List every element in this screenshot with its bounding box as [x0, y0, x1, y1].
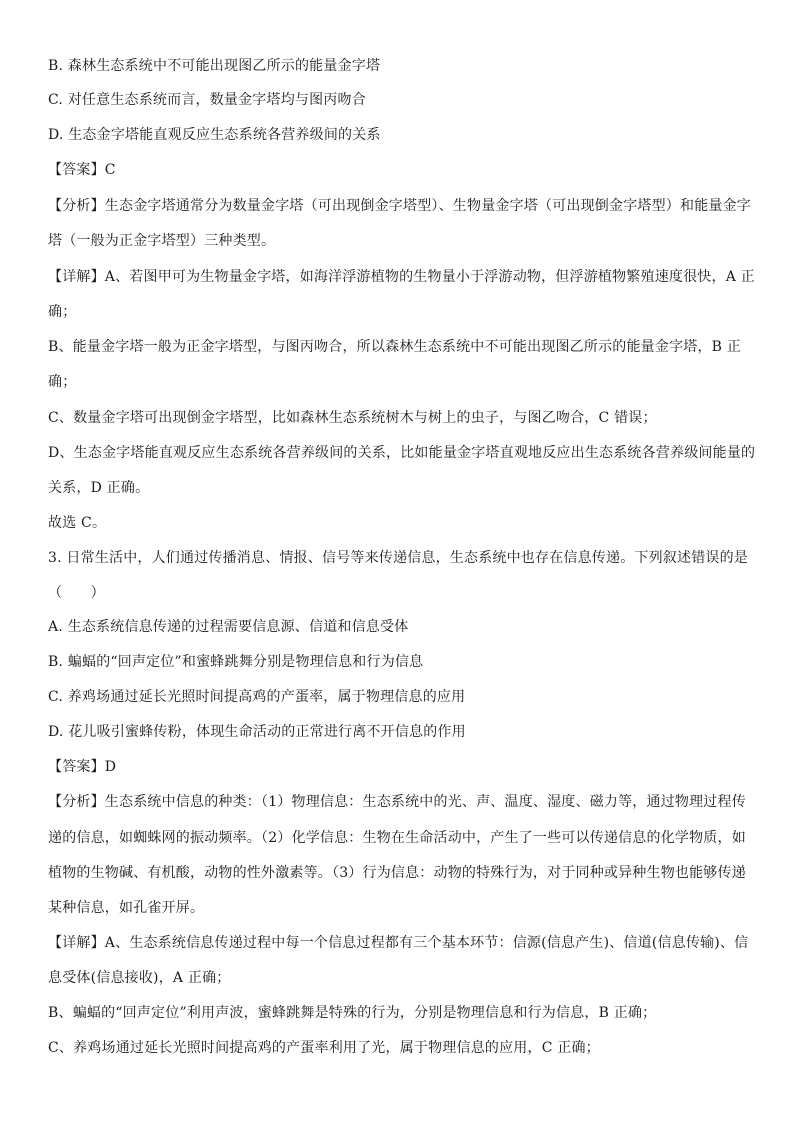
q3-explanation-line: C、养鸡场通过延长光照时间提高鸡的产蛋率利用了光，属于物理信息的应用，C 正确； — [48, 1040, 600, 1056]
explanation-line: 关系，D 正确。 — [48, 480, 150, 496]
q3-analysis-line: 【分析】生态系统中信息的种类：（1）物理信息：生态系统中的光、声、温度、湿度、磁力等，通过物理过程传 — [48, 794, 746, 810]
option-c-text: C. 对任意生态系统而言，数量金字塔均与图丙吻合 — [48, 92, 366, 108]
option-d-text: D. 生态金字塔能直观反应生态系统各营养级间的关系 — [48, 127, 381, 143]
analysis-line: 塔（一般为正金字塔型）三种类型。 — [48, 233, 276, 249]
q3-option-c: C. 养鸡场通过延长光照时间提高鸡的产蛋率，属于物理信息的应用 — [48, 689, 466, 705]
explanation-line: C、数量金字塔可出现倒金字塔型，比如森林生态系统树木与树上的虫子，与图乙吻合，C 错误； — [48, 410, 657, 426]
explanation-line: 确； — [48, 374, 77, 390]
q3-analysis-line: 递的信息，如蜘蛛网的振动频率。（2）化学信息：生物在生命活动中，产生了一些可以传递信息的化学物质，如 — [48, 830, 746, 846]
explanation-line: B、能量金字塔一般为正金字塔型，与图丙吻合，所以森林生态系统中不可能出现图乙所示的能量金字塔，B 正 — [48, 339, 742, 355]
q3-analysis-line: 植物的生物碱、有机酸，动物的性外激素等。（3）行为信息：动物的特殊行为，对于同种或异种生物也能够传递 — [48, 865, 746, 881]
q3-option-a: A. 生态系统信息传递的过程需要信息源、信道和信息受体 — [48, 619, 409, 635]
option-b-text: B. 森林生态系统中不可能出现图乙所示的能量金字塔 — [48, 58, 381, 74]
conclusion-line: 故选 C。 — [48, 515, 107, 531]
analysis-line: 【分析】生态金字塔通常分为数量金字塔（可出现倒金字塔型）、生物量金字塔（可出现倒金字塔型）和能量金字 — [48, 198, 751, 214]
explanation-line: 确； — [48, 304, 77, 320]
q3-answer-label: 【答案】D — [48, 759, 117, 775]
q3-analysis-line: 某种信息，如孔雀开屏。 — [48, 900, 205, 916]
q3-explanation-line: 【详解】A、生态系统信息传递过程中每一个信息过程都有三个基本环节：信源(信息产生)、信道(信息传输)、信 — [48, 935, 749, 951]
q3-option-b: B. 蝙蝠的“回声定位”和蜜蜂跳舞分别是物理信息和行为信息 — [48, 654, 424, 670]
answer-label: 【答案】C — [48, 162, 116, 178]
question-3-stem: 3. 日常生活中，人们通过传播消息、情报、信号等来传递信息，生态系统中也存在信息传递。下列叙述错误的是 — [48, 550, 749, 566]
explanation-line: 【详解】A、若图甲可为生物量金字塔，如海洋浮游植物的生物量小于浮游动物，但浮游植物繁殖速度很快，A 正 — [48, 269, 755, 285]
q3-explanation-line: 息受体(信息接收)，A 正确； — [48, 970, 231, 986]
q3-explanation-line: B、蝙蝠的“回声定位”利用声波，蜜蜂跳舞是特殊的行为，分别是物理信息和行为信息，B 正确； — [48, 1005, 657, 1021]
explanation-line: D、生态金字塔能直观反应生态系统各营养级间的关系，比如能量金字塔直观地反应出生态系统各营养级间能量的 — [48, 445, 756, 461]
q3-option-d: D. 花儿吸引蜜蜂传粉，体现生命活动的正常进行离不开信息的作用 — [48, 724, 466, 740]
question-3-stem: （ ） — [48, 585, 105, 601]
